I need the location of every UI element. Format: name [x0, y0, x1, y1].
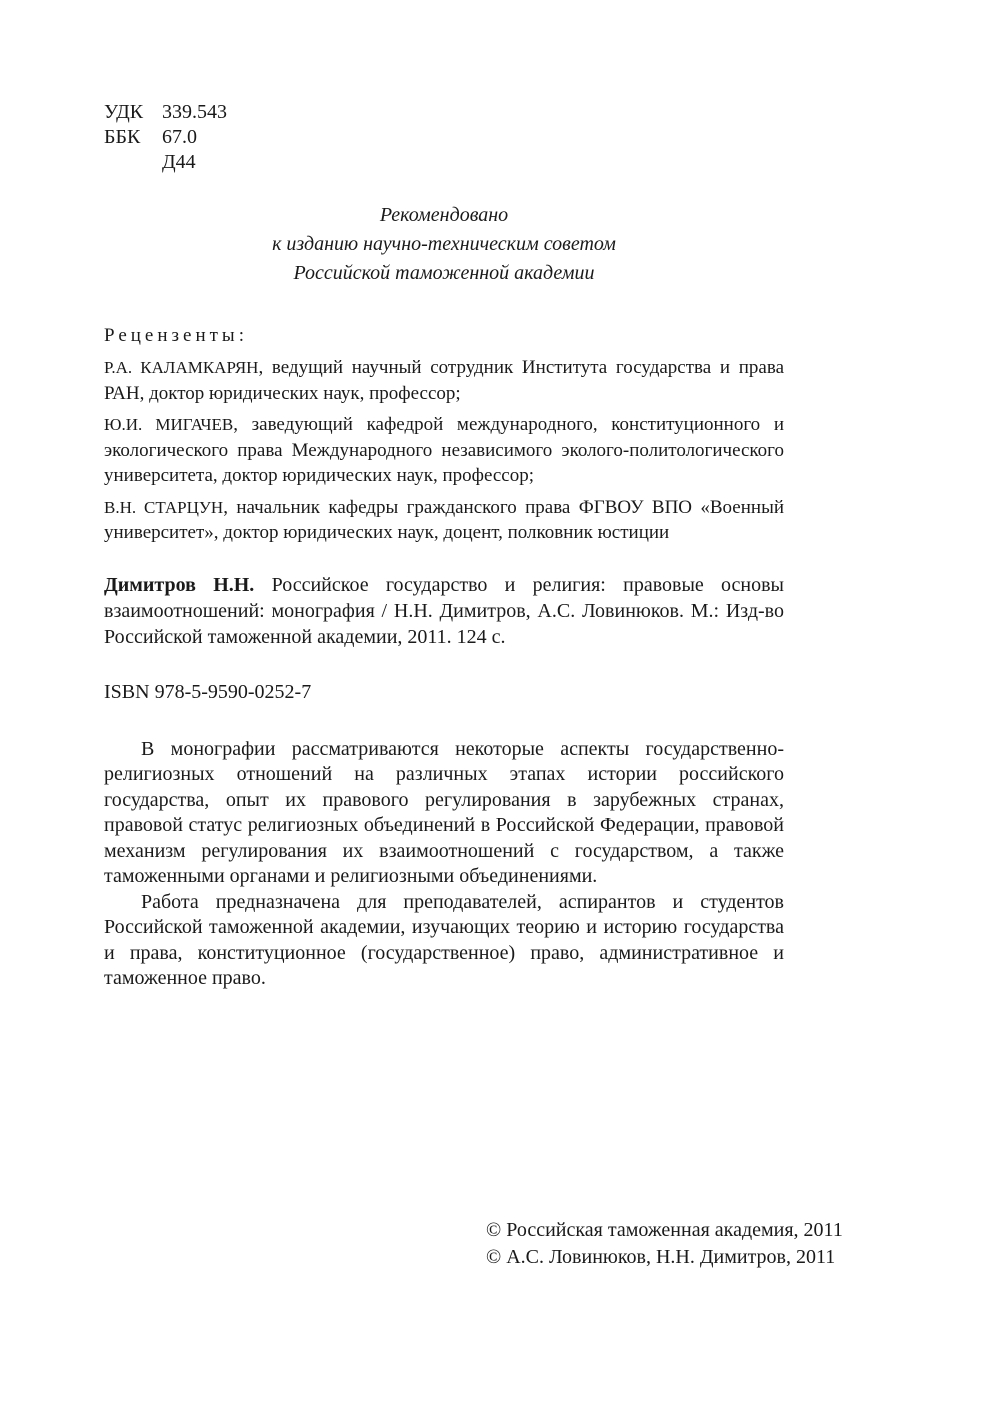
recommendation-note	[104, 201, 784, 288]
recommendation-line-1: Рекомендовано	[379, 204, 509, 226]
bbk-label: ББК	[104, 126, 141, 148]
reviewer-entry	[104, 355, 784, 406]
copyright-block	[486, 1217, 843, 1271]
reviewer-entry	[104, 495, 784, 546]
reviewer-name: Р.А. КАЛАМКАРЯН	[104, 358, 259, 377]
recommendation-line-3: Российской таможенной академии	[293, 262, 595, 284]
bibliographic-text: Российское государство и религия: правовые основы взаимоотношений: монография / Н.Н. Димитров, А.С. Ловинюков. М.: Изд-во Российской таможенной академии, 2011. 124 с.	[104, 573, 784, 648]
bibliographic-record	[104, 572, 784, 650]
copyright-line-1: © Российская таможенная академия, 2011	[486, 1219, 843, 1241]
udk-row	[104, 100, 784, 125]
reviewers-heading: Рецензенты:	[104, 325, 248, 346]
isbn: ISBN 978-5-9590-0252-7	[104, 680, 312, 703]
recommendation-line-2: к изданию научно-техническим советом	[272, 233, 616, 255]
author-mark: Д44	[162, 151, 196, 173]
imprint-page-content	[104, 100, 784, 992]
abstract-paragraph-1: В монографии рассматриваются некоторые аспекты государственно-религиозных отношений на различных этапах истории российского государства, опыт их правового регулирования в зарубежных странах, правовой статус религиозных объединений в Российской Федерации, правовой механизм регулирования их взаимоотношений с государством, а также таможенными органами и религиозными объединениями.	[104, 737, 784, 887]
author-mark-row	[104, 150, 784, 175]
udk-label: УДК	[104, 101, 144, 123]
bibliographic-author: Димитров Н.Н.	[104, 573, 255, 596]
bbk-value: 67.0	[162, 126, 197, 148]
reviewer-name: В.Н. СТАРЦУН	[104, 497, 224, 517]
abstract	[104, 737, 784, 992]
udk-value: 339.543	[162, 101, 227, 123]
reviewer-description: , заведующий кафедрой международного, конституционного и экологического права Международного независимого эколого-политологического университета, доктор юридических наук, профессор;	[104, 414, 784, 486]
bbk-row	[104, 125, 784, 150]
copyright-line-2: © А.С. Ловинюков, Н.Н. Димитров, 2011	[486, 1246, 836, 1268]
reviewer-description: , начальник кафедры гражданского права ФГВОУ ВПО «Военный университет», доктор юридических наук, доцент, полковник юстиции	[104, 496, 784, 543]
reviewer-description: , ведущий научный сотрудник Института государства и права РАН, доктор юридических наук, профессор;	[104, 357, 784, 404]
classification-codes	[104, 100, 784, 175]
abstract-paragraph-2: Работа предназначена для преподавателей, аспирантов и студентов Российской таможенной академии, изучающих теорию и историю государства и права, конституционное (государственное) право, административное и таможенное право.	[104, 890, 784, 989]
reviewer-entry	[104, 412, 784, 489]
reviewer-name: Ю.И. МИГАЧЕВ	[104, 415, 234, 434]
